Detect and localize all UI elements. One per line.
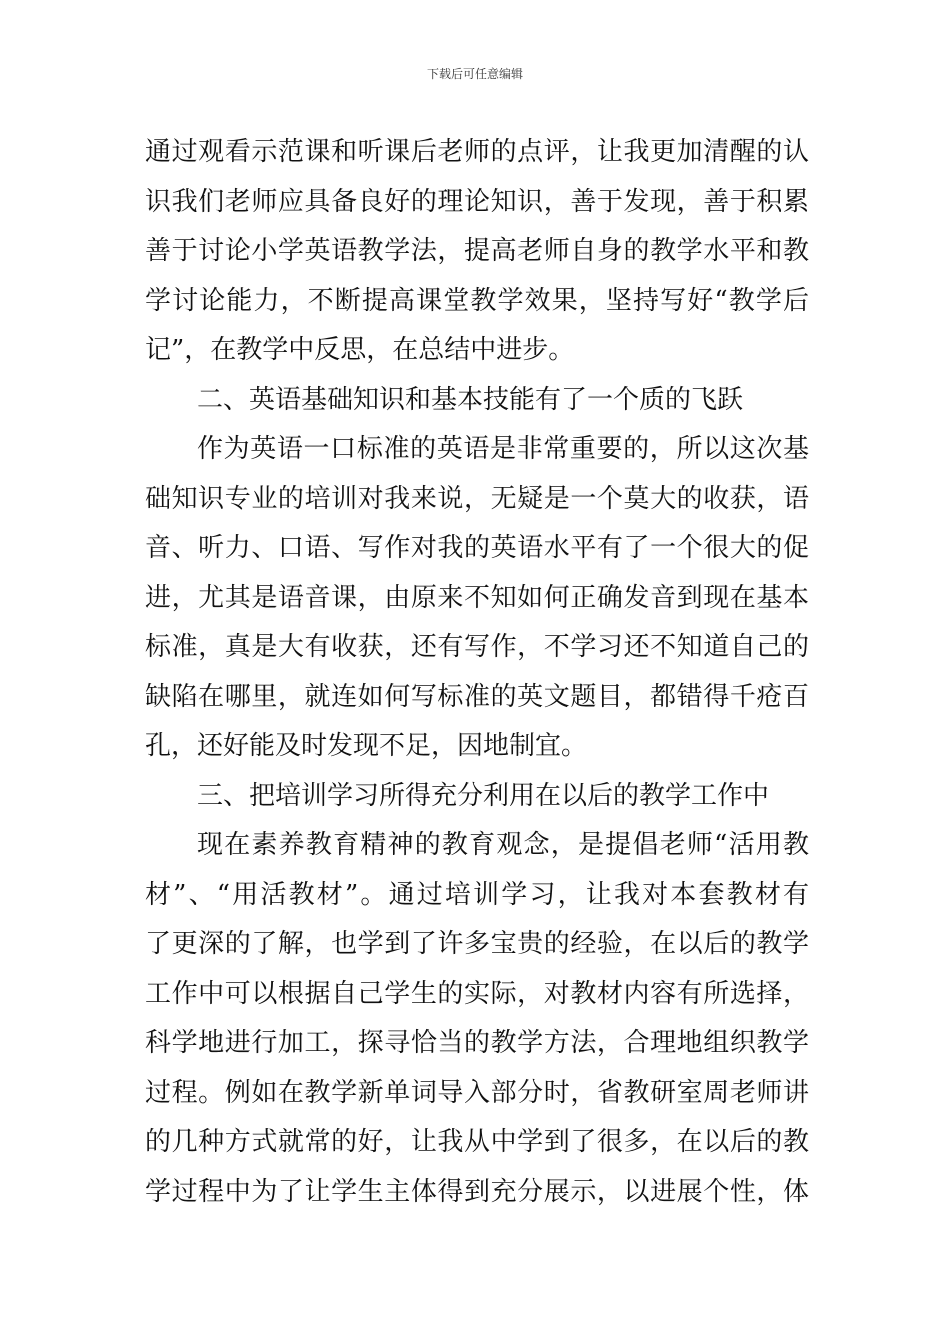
- text-line: 学讨论能力，不断提高课堂教学效果，坚持写好“教学后: [145, 285, 809, 316]
- text-line: 的几种方式就常的好，让我从中学到了很多，在以后的教: [145, 1127, 809, 1157]
- page-header-note: 下载后可任意编辑: [426, 67, 523, 81]
- text-line: 过程。例如在教学新单词导入部分时，省教研室周老师讲: [145, 1077, 809, 1108]
- text-line: 缺陷在哪里，就连如何写标准的英文题目，都错得千疮百: [145, 681, 809, 712]
- text-line: 材”、“用活教材”。通过培训学习，让我对本套教材有: [145, 879, 809, 910]
- document-body: [145, 128, 809, 1217]
- text-line: 作为英语一口标准的英语是非常重要的，所以这次基: [197, 434, 809, 464]
- text-line: 工作中可以根据自己学生的实际，对教材内容有所选择，: [145, 978, 809, 1009]
- text-line: 学过程中为了让学生主体得到充分展示，以进展个性，体: [145, 1176, 809, 1207]
- text-line: 科学地进行加工，探寻恰当的教学方法，合理地组织教学: [145, 1028, 809, 1058]
- text-line: 通过观看示范课和听课后老师的点评，让我更加清醒的认: [145, 137, 809, 167]
- section-heading-3: 三、把培训学习所得充分利用在以后的教学工作中: [197, 780, 770, 811]
- text-line: 记”，在教学中反思，在总结中进步。: [145, 335, 575, 365]
- text-line: 孔，还好能及时发现不足，因地制宜。: [145, 731, 588, 761]
- section-heading-2: 二、英语基础知识和基本技能有了一个质的飞跃: [197, 384, 744, 415]
- text-line: 了更深的了解，也学到了许多宝贵的经验，在以后的教学: [145, 929, 809, 959]
- text-line: 善于讨论小学英语教学法，提高老师自身的教学水平和教: [145, 236, 809, 266]
- text-line: 础知识专业的培训对我来说，无疑是一个莫大的收获，语: [145, 483, 809, 514]
- text-line: 进，尤其是语音课，由原来不知如何正确发音到现在基本: [145, 582, 809, 613]
- text-line: 音、听力、口语、写作对我的英语水平有了一个很大的促: [145, 533, 809, 563]
- text-line: 现在素养教育精神的教育观念，是提倡老师“活用教: [197, 830, 809, 860]
- text-line: 识我们老师应具备良好的理论知识，善于发现，善于积累: [145, 186, 809, 217]
- text-line: 标准，真是大有收获，还有写作，不学习还不知道自己的: [145, 632, 809, 662]
